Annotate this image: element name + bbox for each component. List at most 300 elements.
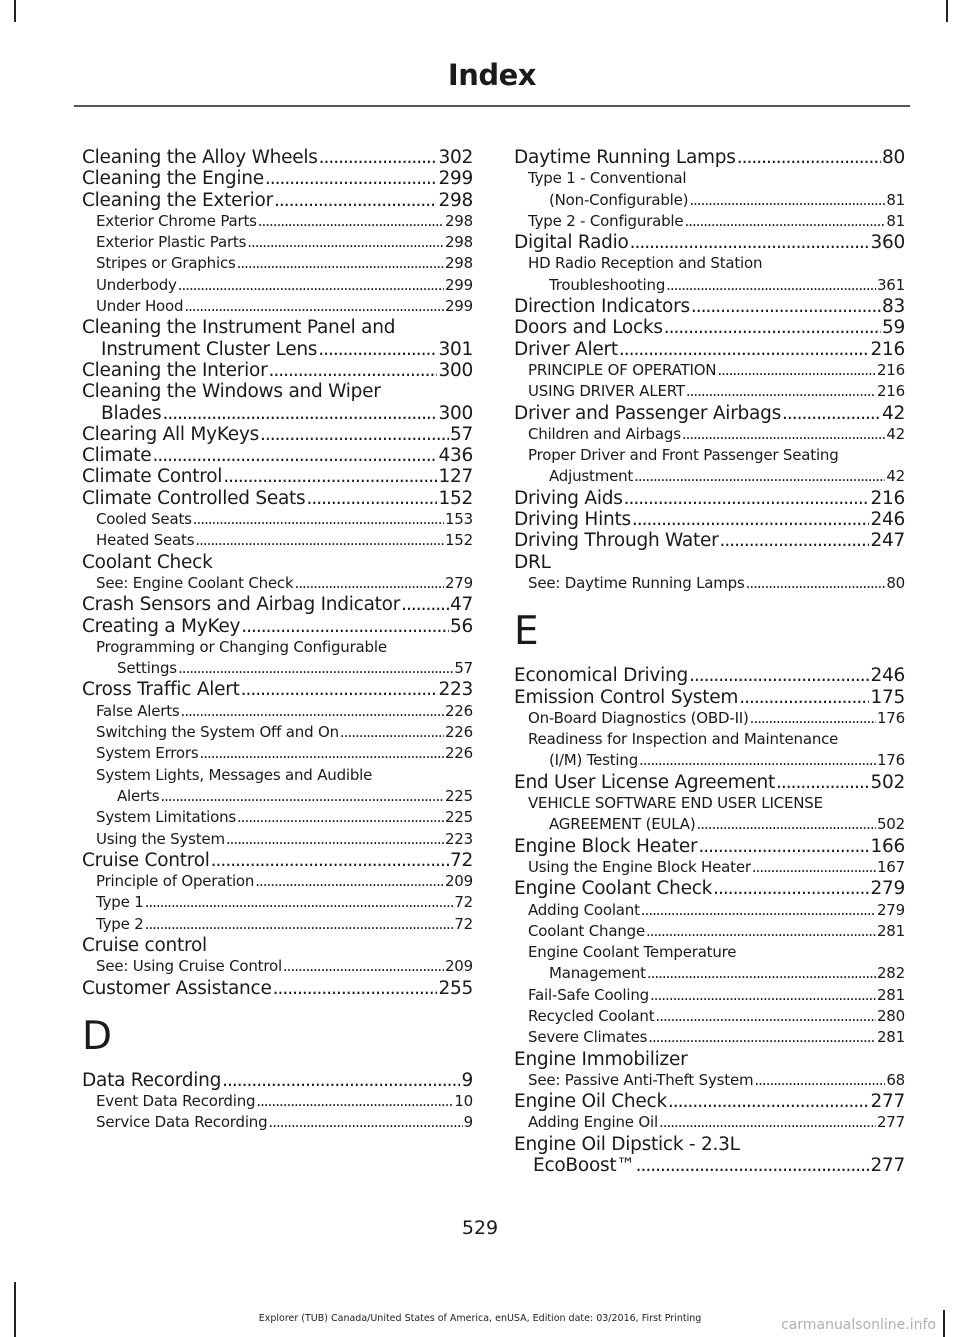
entry-text: Clearing All MyKeys [82,423,260,445]
entry-text: Using the Engine Block Heater [528,857,751,876]
entry-page: 127 [438,466,473,488]
entry-text: System Errors [96,744,199,763]
index-entry [82,658,473,679]
entry-page: 9 [463,1113,473,1132]
entry-text: Recycled Coolant [528,1006,655,1025]
index-entry[interactable] [82,509,473,530]
dot-leader [650,985,876,1006]
index-subentry-multiline[interactable] [82,765,473,808]
index-entry[interactable] [82,701,473,722]
entry-text: Driving Aids [514,487,623,509]
dot-leader [318,339,437,360]
index-entry[interactable] [82,871,473,892]
entry-text: Climate Control [82,466,223,488]
index-entry [82,786,473,807]
index-entry[interactable] [514,1070,905,1091]
entry-page: 216 [876,360,905,379]
entry-text: Heated Seats [96,531,195,550]
entry-text: Climate [82,445,152,467]
entry-page: 176 [876,751,905,770]
index-subentry-multiline[interactable] [514,445,905,488]
entry-text: Driving Hints [514,509,631,531]
index-entry[interactable] [82,722,473,743]
entry-text-line1: System Lights, Messages and Audible [96,765,373,784]
entry-text: (Non-Configurable) [549,190,689,209]
dot-leader [750,708,876,729]
dot-leader [630,232,870,253]
entry-text-line1: HD Radio Reception and Station [528,254,763,273]
index-entry[interactable] [82,829,473,850]
dot-leader [717,360,876,381]
dot-leader [647,963,876,984]
dot-leader [241,616,449,637]
dot-leader [178,658,453,679]
dot-leader [776,772,869,793]
entry-page: 209 [444,957,473,976]
dot-leader [655,1006,876,1027]
index-entry [514,275,905,296]
dot-leader [184,296,444,317]
entry-page: 42 [881,402,905,424]
index-entry[interactable] [82,807,473,828]
entry-page: 47 [449,594,473,616]
index-entry[interactable] [82,466,473,487]
entry-page: 436 [438,445,473,467]
index-entry[interactable] [514,921,905,942]
dot-leader [268,360,437,381]
dot-leader [684,211,885,232]
index-heading: Coolant Check [82,551,213,573]
entry-page: 360 [870,232,905,254]
entry-page: 216 [870,338,905,360]
dot-leader [294,573,444,594]
entry-text-line1: Programming or Changing Configurable [96,637,387,656]
entry-text: Cross Traffic Alert [82,679,240,701]
entry-page: 152 [438,487,473,509]
entry-page: 216 [870,487,905,509]
dot-leader [145,914,454,935]
entry-page: 277 [870,1091,905,1113]
index-entry[interactable] [82,594,473,615]
entry-page: 216 [876,382,905,401]
index-entry[interactable] [514,1112,905,1133]
crop-mark-top-right [946,0,948,22]
dot-leader [737,147,881,168]
index-entry[interactable] [82,211,473,232]
dot-leader [659,1112,876,1133]
entry-text-line1: Engine Coolant Temperature [528,943,737,962]
entry-text: Type 1 [96,893,144,912]
index-entry[interactable] [82,168,473,189]
index-entry[interactable] [514,1027,905,1048]
index-subentry-multiline[interactable] [514,793,905,836]
entry-page: 298 [444,233,473,252]
index-entry[interactable] [514,665,905,686]
entry-text: Engine Oil Check [514,1091,667,1113]
index-heading: Cruise control [82,934,207,956]
index-entry[interactable] [514,211,905,232]
dot-leader [666,275,876,296]
entry-page: 226 [444,723,473,742]
index-entry[interactable] [514,360,905,381]
index-entry[interactable] [82,232,473,253]
dot-leader [319,147,438,168]
dot-leader [226,829,444,850]
entry-page: 81 [886,190,905,209]
dot-leader [160,786,444,807]
dot-leader [340,722,444,743]
entry-text: PRINCIPLE OF OPERATION [528,360,717,379]
dot-leader [697,814,876,835]
entry-page: 153 [444,510,473,529]
entry-page: 68 [886,1070,905,1089]
entry-page: 299 [438,168,473,190]
index-entry[interactable] [514,530,905,551]
entry-text: Direction Indicators [514,296,690,318]
dot-leader [255,871,444,892]
index-entry-multiline[interactable] [82,317,473,360]
dot-leader [241,679,438,700]
entry-text: EcoBoost™ [533,1155,635,1177]
dot-leader [668,1091,870,1112]
dot-leader [698,836,869,857]
dot-leader [746,573,886,594]
index-entry[interactable] [514,403,905,424]
entry-text: Doors and Locks [514,317,663,339]
index-column-right [514,147,905,1176]
index-entry[interactable] [514,509,905,530]
index-entry[interactable] [82,679,473,700]
entry-page: 81 [886,211,905,230]
dot-leader [258,211,444,232]
dot-leader [260,424,449,445]
entry-page: 223 [444,829,473,848]
entry-text: Type 2 [96,914,144,933]
dot-leader [641,900,876,921]
index-entry[interactable] [514,1006,905,1027]
index-entry [514,750,905,771]
entry-text: Fail-Safe Cooling [528,985,649,1004]
entry-page: 277 [876,1113,905,1132]
header-divider [74,105,910,107]
entry-text-line1: Readiness for Inspection and Maintenance [528,730,839,749]
index-entry[interactable] [514,317,905,338]
index-entry [514,1155,905,1176]
dot-leader [664,317,881,338]
entry-page: 247 [870,530,905,552]
entry-page: 57 [449,423,473,445]
index-entry-multiline[interactable] [514,1134,905,1177]
dot-leader [719,530,869,551]
section-letter: D [82,1013,113,1059]
entry-text: Driving Through Water [514,530,719,552]
entry-text-line1: Cleaning the Instrument Panel and [82,317,396,339]
entry-text: Under Hood [96,297,184,316]
dot-leader [686,381,876,402]
entry-text: Engine Coolant Check [514,878,713,900]
dot-leader [222,1070,460,1091]
entry-text: Climate Controlled Seats [82,487,306,509]
dot-leader [247,232,444,253]
entry-text: Troubleshooting [549,275,666,294]
entry-text-line1: Engine Oil Dipstick - 2.3L [514,1133,740,1155]
entry-page: 9 [461,1069,473,1091]
index-entry[interactable] [82,424,473,445]
dot-leader [754,1070,885,1091]
index-entry[interactable] [82,978,473,999]
index-entry[interactable] [82,360,473,381]
entry-text-line1: VEHICLE SOFTWARE END USER LICENSE [528,794,823,813]
index-entry[interactable] [82,892,473,913]
dot-leader [646,921,876,942]
index-entry[interactable] [514,857,905,878]
index-entry[interactable] [514,878,905,899]
index-entry[interactable] [82,275,473,296]
entry-text: Digital Radio [514,232,629,254]
footer-edition-info: Explorer (TUB) Canada/United States of America, enUSA, Edition date: 03/2016, First Printing [258,1313,702,1324]
index-entry[interactable] [82,1091,473,1112]
entry-page: 299 [444,275,473,294]
entry-page: 502 [870,771,905,793]
index-entry[interactable] [82,147,473,168]
entry-text: Instrument Cluster Lens [101,338,318,360]
dot-leader [211,850,449,871]
index-entry[interactable] [514,147,905,168]
index-entry[interactable] [82,296,473,317]
entry-text: False Alerts [96,701,180,720]
dot-leader [145,892,454,913]
dot-leader [237,253,444,274]
entry-page: 279 [870,878,905,900]
entry-page: 226 [444,744,473,763]
index-entry [82,403,473,424]
entry-page: 298 [444,211,473,230]
index-entry[interactable] [82,914,473,935]
entry-text: Underbody [96,275,177,294]
index-entry[interactable] [82,530,473,551]
entry-page: 300 [438,402,473,424]
entry-text: Crash Sensors and Airbag Indicator [82,594,401,616]
entry-page: 152 [444,531,473,550]
entry-text-line1: Proper Driver and Front Passenger Seating [528,446,839,465]
entry-text: (I/M) Testing [549,751,639,770]
entry-text: Emission Control System [514,686,739,708]
entry-text: See: Daytime Running Lamps [528,573,745,592]
entry-text: Cleaning the Interior [82,359,268,381]
index-entry[interactable] [514,296,905,317]
crop-mark-bottom-left [14,1282,16,1337]
entry-page: 281 [876,921,905,940]
entry-text: Alerts [117,786,160,805]
dot-leader [199,743,443,764]
dot-leader [273,978,438,999]
entry-text: USING DRIVER ALERT [528,382,685,401]
index-entry[interactable] [514,381,905,402]
dot-leader [265,168,438,189]
entry-text: See: Using Cruise Control [96,957,282,976]
entry-page: 175 [870,686,905,708]
index-entry[interactable] [514,772,905,793]
dot-leader [283,956,444,977]
entry-page: 279 [876,900,905,919]
entry-page: 279 [444,573,473,592]
entry-text: Severe Climates [528,1028,648,1047]
index-entry[interactable] [514,573,905,594]
entry-text: Exterior Plastic Parts [96,233,247,252]
entry-text: Cleaning the Alloy Wheels [82,147,318,168]
entry-page: 225 [444,808,473,827]
index-entry[interactable] [514,985,905,1006]
dot-leader [739,687,869,708]
dot-leader [162,403,437,424]
index-entry[interactable] [82,190,473,211]
page-number: 529 [461,1217,499,1239]
entry-text: Blades [101,402,162,424]
dot-leader [713,878,869,899]
entry-text: Exterior Chrome Parts [96,211,257,230]
entry-page: 225 [444,786,473,805]
index-entry[interactable] [514,232,905,253]
dot-leader [689,190,885,211]
dot-leader [634,466,885,487]
index-column-left [82,147,473,1134]
entry-text: Stripes or Graphics [96,254,236,273]
dot-leader [181,701,444,722]
entry-text: Cleaning the Exterior [82,189,273,211]
index-entry[interactable] [82,1112,473,1133]
entry-text: Data Recording [82,1069,222,1091]
index-entry [514,963,905,984]
entry-text: Adding Coolant [528,900,640,919]
section-letter: E [514,609,539,655]
index-entry [514,814,905,835]
entry-page: 298 [444,254,473,273]
dot-leader [178,275,444,296]
entry-text-line1: Type 1 - Conventional [528,169,687,188]
dot-leader [648,1027,876,1048]
entry-text: Cruise Control [82,849,210,871]
entry-text: Economical Driving [514,665,688,687]
index-entry [514,466,905,487]
entry-text: Service Data Recording [96,1113,268,1132]
entry-text: AGREEMENT (EULA) [549,815,696,834]
index-entry[interactable] [514,339,905,360]
index-entry[interactable] [514,708,905,729]
index-entry[interactable] [82,743,473,764]
dot-leader [752,857,876,878]
index-entry[interactable] [514,424,905,445]
index-entry[interactable] [514,488,905,509]
crop-mark-top-left [14,0,16,22]
index-entry [514,190,905,211]
index-entry [82,339,473,360]
index-subentry-multiline[interactable] [514,253,905,296]
dot-leader [639,750,876,771]
index-entry[interactable] [82,1070,473,1091]
dot-leader [401,594,449,615]
dot-leader [268,1112,462,1133]
entry-text: On-Board Diagnostics (OBD-II) [528,708,749,727]
entry-page: 300 [438,359,473,381]
index-entry[interactable] [82,850,473,871]
index-entry[interactable] [82,445,473,466]
index-subentry-multiline[interactable] [82,637,473,680]
index-entry[interactable] [82,253,473,274]
entry-page: 301 [438,338,473,360]
index-entry[interactable] [514,1091,905,1112]
entry-page: 299 [444,297,473,316]
entry-text: Creating a MyKey [82,615,241,637]
entry-page: 59 [881,317,905,339]
index-subentry-multiline[interactable] [514,942,905,985]
entry-text: Cleaning the Engine [82,168,264,190]
entry-page: 361 [876,275,905,294]
entry-text: Switching the System Off and On [96,723,339,742]
entry-page: 280 [876,1006,905,1025]
index-entry[interactable] [82,956,473,977]
entry-text: System Limitations [96,808,237,827]
dot-leader [237,807,444,828]
dot-leader [691,296,881,317]
entry-page: 209 [444,872,473,891]
dot-leader [223,466,437,487]
dot-leader [274,190,438,211]
index-entry[interactable] [82,488,473,509]
dot-leader [782,403,881,424]
entry-text: Adding Engine Oil [528,1113,658,1132]
entry-page: 281 [876,1028,905,1047]
entry-text-line1: Cleaning the Windows and Wiper [82,381,381,403]
entry-text: Settings [117,659,177,678]
index-subentry-multiline[interactable] [514,729,905,772]
dot-leader [306,488,437,509]
entry-page: 255 [438,977,473,999]
entry-page: 302 [438,147,473,168]
entry-page: 167 [876,857,905,876]
index-entry[interactable] [82,616,473,637]
entry-page: 277 [870,1155,905,1177]
entry-page: 83 [881,296,905,318]
entry-page: 80 [886,573,905,592]
entry-page: 10 [454,1092,473,1111]
index-entry-multiline[interactable] [82,381,473,424]
entry-text: Driver and Passenger Airbags [514,402,782,424]
entry-text: Customer Assistance [82,977,272,999]
dot-leader [624,488,870,509]
dot-leader [193,509,444,530]
entry-page: 281 [876,985,905,1004]
index-entry[interactable] [514,687,905,708]
index-subentry-multiline[interactable] [514,168,905,211]
dot-leader [636,1155,870,1176]
entry-page: 298 [438,189,473,211]
entry-page: 176 [876,708,905,727]
index-entry[interactable] [514,900,905,921]
entry-text: Daytime Running Lamps [514,147,736,168]
entry-text: End User License Agreement [514,771,775,793]
entry-page: 57 [454,659,473,678]
entry-text: Principle of Operation [96,872,255,891]
index-entry[interactable] [514,836,905,857]
dot-leader [682,424,886,445]
entry-page: 246 [870,665,905,687]
entry-page: 226 [444,701,473,720]
entry-page: 56 [449,615,473,637]
index-entry[interactable] [82,573,473,594]
entry-text: Using the System [96,829,225,848]
entry-text: Engine Block Heater [514,835,698,857]
entry-text: Management [549,964,646,983]
